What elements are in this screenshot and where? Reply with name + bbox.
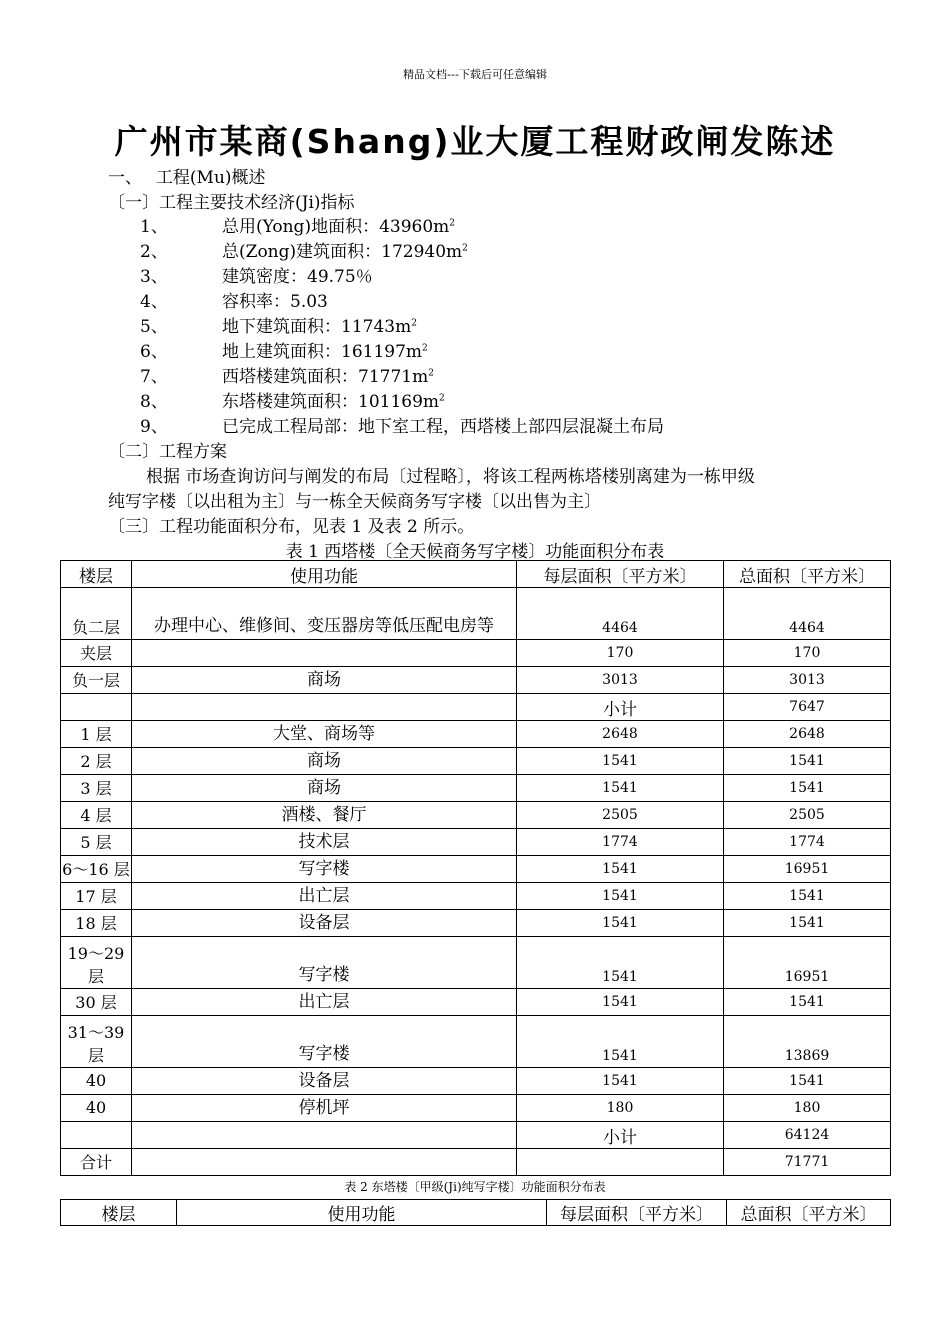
- table1-cell-use: 商场: [132, 775, 517, 802]
- east-tower-area-table: [60, 1199, 891, 1226]
- table1-cell-total-area: 2505: [724, 802, 891, 829]
- table1-cell-per-floor-area: 小计: [517, 1122, 724, 1149]
- table1-cell-per-floor-area: 1541: [517, 937, 724, 989]
- header-note: 精品文档---下载后可任意编辑: [403, 68, 547, 81]
- indicator-unit-superscript: 2: [439, 393, 445, 404]
- table1-header-per-floor-area: 每层面积〔平方米〕: [517, 561, 724, 588]
- table1-cell-total-area: 13869: [724, 1016, 891, 1068]
- table2-header-total-area: 总面积〔平方米〕: [727, 1200, 891, 1226]
- table1-row: [61, 1149, 891, 1176]
- table1-cell-use: 停机坪: [132, 1095, 517, 1122]
- table1-cell-total-area: 7647: [724, 694, 891, 721]
- table1-cell-use: 写字楼: [132, 1016, 517, 1068]
- table1-cell-total-area: 16951: [724, 856, 891, 883]
- indicator-label: 总用(Yong)地面积：43960m: [222, 217, 450, 237]
- table1-cell-floor: 3 层: [61, 775, 132, 802]
- table1-cell-floor: 合计: [61, 1149, 132, 1176]
- table1-header-row: [61, 561, 891, 588]
- table1-cell-total-area: 1774: [724, 829, 891, 856]
- indicator-item: [140, 212, 455, 237]
- table2-header-per-floor-area: 每层面积〔平方米〕: [547, 1200, 727, 1226]
- table1-row: [61, 1095, 891, 1122]
- west-tower-area-table: [60, 560, 891, 1176]
- indicator-unit-superscript: 2: [411, 318, 417, 329]
- table1-row: [61, 989, 891, 1016]
- table1-cell-use: 出亡层: [132, 883, 517, 910]
- table1-cell-total-area: 2648: [724, 721, 891, 748]
- table1-cell-use: [132, 694, 517, 721]
- table1-cell-per-floor-area: 1541: [517, 856, 724, 883]
- table1-row: [61, 588, 891, 640]
- table1-cell-use: 办理中心、维修间、变压器房等低压配电房等: [132, 588, 517, 640]
- table1-cell-floor: 17 层: [61, 883, 132, 910]
- table1-cell-per-floor-area: 1541: [517, 1068, 724, 1095]
- table1-cell-floor: 18 层: [61, 910, 132, 937]
- table1-cell-total-area: 180: [724, 1095, 891, 1122]
- indicator-item: [140, 287, 328, 312]
- indicator-label: 容积率：5.03: [222, 292, 328, 312]
- table1-cell-per-floor-area: 小计: [517, 694, 724, 721]
- indicator-unit-superscript: 2: [449, 218, 456, 229]
- indicator-number: 6、: [140, 342, 168, 362]
- table1-cell-use: [132, 640, 517, 667]
- table1-cell-total-area: 71771: [724, 1149, 891, 1176]
- table1-row: [61, 775, 891, 802]
- table1-cell-per-floor-area: 2505: [517, 802, 724, 829]
- plan-paragraph-line-1: 根据 市场查询访问与阐发的布局〔过程略〕，将该工程两栋塔楼别离建为一栋甲级: [146, 467, 755, 487]
- table1-cell-total-area: 1541: [724, 910, 891, 937]
- table1-header-use: 使用功能: [132, 561, 517, 588]
- indicator-label: 建筑密度：49.75％: [222, 267, 373, 287]
- indicator-item: [140, 262, 373, 287]
- table1-cell-total-area: 64124: [724, 1122, 891, 1149]
- table1-cell-total-area: 1541: [724, 1068, 891, 1095]
- indicator-label: 总(Zong)建筑面积：172940m: [222, 242, 463, 262]
- indicator-item: [140, 387, 445, 412]
- subsection-area-distribution: 〔三〕工程功能面积分布，见表 1 及表 2 所示。: [108, 517, 475, 537]
- section-heading-overview: 一、 工程(Mu)概述: [108, 168, 266, 188]
- table1-row: [61, 829, 891, 856]
- indicator-number: 5、: [140, 317, 168, 337]
- table1-cell-use: 写字楼: [132, 856, 517, 883]
- document-title: 广州市某商(Shang)业大厦工程财政闸发陈述: [114, 122, 836, 161]
- indicator-number: 2、: [140, 242, 168, 262]
- table1-cell-total-area: 1541: [724, 775, 891, 802]
- indicator-label: 地上建筑面积：161197m: [222, 342, 423, 362]
- table2-header-row: [61, 1200, 891, 1226]
- indicator-item: [140, 237, 468, 262]
- table1-cell-total-area: 4464: [724, 588, 891, 640]
- table1-cell-total-area: 1541: [724, 989, 891, 1016]
- table1-cell-floor: [61, 1122, 132, 1149]
- indicator-unit-superscript: 2: [462, 243, 468, 254]
- table1-cell-per-floor-area: 1541: [517, 883, 724, 910]
- table1-row: [61, 721, 891, 748]
- table1-cell-per-floor-area: 1541: [517, 775, 724, 802]
- table1-caption: 表 1 西塔楼〔全天候商务写字楼〕功能面积分布表: [285, 542, 665, 562]
- table1-cell-per-floor-area: 3013: [517, 667, 724, 694]
- indicator-item: [140, 312, 417, 337]
- table1-cell-per-floor-area: 1541: [517, 910, 724, 937]
- table1-cell-use: 商场: [132, 667, 517, 694]
- table1-cell-floor: 31～39 层: [61, 1016, 132, 1068]
- table1-cell-total-area: 1541: [724, 883, 891, 910]
- table1-cell-use: [132, 1122, 517, 1149]
- indicator-number: 7、: [140, 367, 168, 387]
- table1-row: [61, 694, 891, 721]
- table1-cell-floor: 1 层: [61, 721, 132, 748]
- table1-cell-per-floor-area: [517, 1149, 724, 1176]
- table1-cell-total-area: 16951: [724, 937, 891, 989]
- table1-row: [61, 1016, 891, 1068]
- table1-cell-per-floor-area: 1541: [517, 748, 724, 775]
- table1-cell-per-floor-area: 2648: [517, 721, 724, 748]
- table1-row: [61, 937, 891, 989]
- indicator-item: [140, 412, 664, 437]
- table1-cell-use: 出亡层: [132, 989, 517, 1016]
- table1-cell-total-area: 1541: [724, 748, 891, 775]
- table1-cell-floor: 4 层: [61, 802, 132, 829]
- table1-row: [61, 640, 891, 667]
- table1-cell-floor: 30 层: [61, 989, 132, 1016]
- table1-cell-floor: 负一层: [61, 667, 132, 694]
- indicator-number: 8、: [140, 392, 168, 412]
- table1-row: [61, 802, 891, 829]
- table1-cell-use: 写字楼: [132, 937, 517, 989]
- table1-cell-per-floor-area: 4464: [517, 588, 724, 640]
- table1-row: [61, 667, 891, 694]
- table1-cell-use: 商场: [132, 748, 517, 775]
- indicator-item: [140, 337, 428, 362]
- table1-row: [61, 910, 891, 937]
- table1-cell-use: 大堂、商场等: [132, 721, 517, 748]
- table1-row: [61, 1122, 891, 1149]
- table1-cell-floor: 40: [61, 1068, 132, 1095]
- table1-cell-floor: 夹层: [61, 640, 132, 667]
- indicator-label: 已完成工程局部：地下室工程，西塔楼上部四层混凝土布局: [222, 417, 664, 437]
- table2-caption: 表 2 东塔楼〔甲级(Ji)纯写字楼〕功能面积分布表: [344, 1180, 606, 1194]
- indicator-label: 东塔楼建筑面积：101169m: [222, 392, 440, 412]
- indicator-label: 西塔楼建筑面积：71771m: [222, 367, 429, 387]
- table2-header-use: 使用功能: [177, 1200, 547, 1226]
- table1-cell-per-floor-area: 1541: [517, 989, 724, 1016]
- table1-body: [61, 588, 891, 1176]
- table1-cell-total-area: 170: [724, 640, 891, 667]
- table1-cell-per-floor-area: 1774: [517, 829, 724, 856]
- table1-cell-use: 设备层: [132, 910, 517, 937]
- table2-header-floor: 楼层: [61, 1200, 177, 1226]
- table1-cell-floor: 40: [61, 1095, 132, 1122]
- subsection-plan: 〔二〕工程方案: [108, 442, 227, 462]
- table1-cell-floor: 负二层: [61, 588, 132, 640]
- table1-cell-per-floor-area: 1541: [517, 1016, 724, 1068]
- table1-cell-floor: [61, 694, 132, 721]
- table1-cell-floor: 5 层: [61, 829, 132, 856]
- table1-header-floor: 楼层: [61, 561, 132, 588]
- table1-cell-use: 设备层: [132, 1068, 517, 1095]
- table1-cell-total-area: 3013: [724, 667, 891, 694]
- indicator-number: 3、: [140, 267, 168, 287]
- indicator-number: 1、: [140, 217, 168, 237]
- indicator-item: [140, 362, 434, 387]
- table1-row: [61, 748, 891, 775]
- table1-row: [61, 1068, 891, 1095]
- indicator-unit-superscript: 2: [428, 368, 434, 379]
- table1-cell-per-floor-area: 170: [517, 640, 724, 667]
- table1-cell-floor: 19～29 层: [61, 937, 132, 989]
- indicator-unit-superscript: 2: [422, 343, 428, 354]
- table1-cell-floor: 2 层: [61, 748, 132, 775]
- indicator-number: 9、: [140, 417, 168, 437]
- table1-row: [61, 856, 891, 883]
- indicator-label: 地下建筑面积：11743m: [222, 317, 412, 337]
- table1-cell-per-floor-area: 180: [517, 1095, 724, 1122]
- table1-cell-use: 技术层: [132, 829, 517, 856]
- table1-cell-use: 酒楼、餐厅: [132, 802, 517, 829]
- plan-paragraph-line-2: 纯写字楼〔以出租为主〕与一栋全天候商务写字楼〔以出售为主〕: [108, 492, 601, 512]
- table1-row: [61, 883, 891, 910]
- table1-cell-use: [132, 1149, 517, 1176]
- table1-header-total-area: 总面积〔平方米〕: [724, 561, 891, 588]
- indicator-number: 4、: [140, 292, 168, 312]
- subsection-indicators: 〔一〕工程主要技术经济(Ji)指标: [108, 193, 355, 213]
- table1-cell-floor: 6～16 层: [61, 856, 132, 883]
